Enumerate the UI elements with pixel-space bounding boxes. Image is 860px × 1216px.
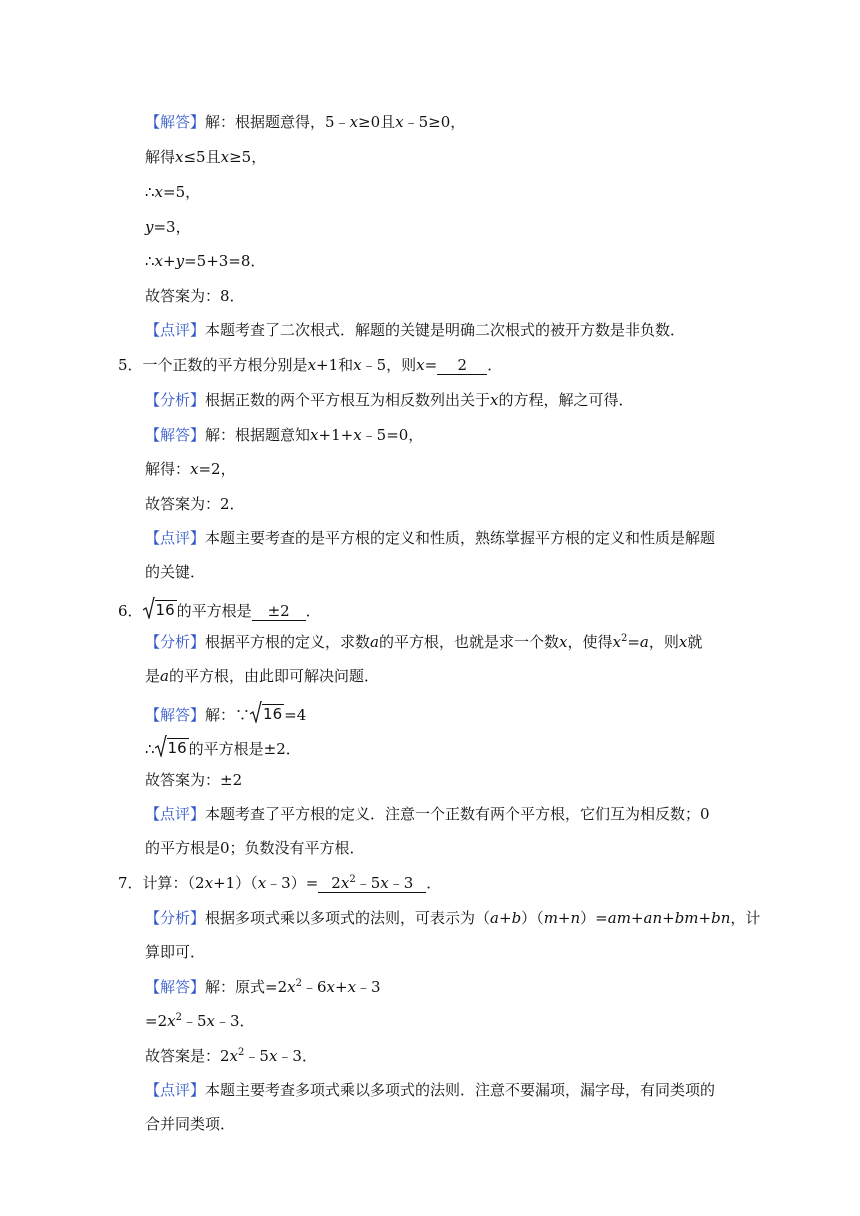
q5-comment-continued: 的关键．	[145, 563, 206, 581]
q4-answer-line: 故答案为：8．	[145, 287, 245, 305]
q4-solution-line-5: ∴x+y=5+3=8．	[145, 252, 266, 270]
answer-blank: $2x^2﹣5x﹣3$	[318, 874, 426, 893]
solution-tag: 【解答】	[145, 978, 206, 996]
answer-blank: 2	[437, 356, 487, 375]
question-number: 7．	[118, 874, 143, 892]
q6-solution-line-2: ∴ 16 的平方根是±2．	[145, 735, 301, 759]
q7-analysis-line-2: 算即可．	[145, 943, 206, 961]
solution-tag: 【解答】	[145, 706, 206, 724]
q7-answer-line: 故答案是：$2x^2﹣5x﹣3$．	[145, 1047, 317, 1065]
q7-solution-line-1: 【解答】解：原式$=2x^2﹣6x+x﹣3$	[145, 978, 381, 996]
q6-comment: 【点评】本题考查了平方根的定义．注意一个正数有两个平方根，它们互为相反数；0	[145, 805, 710, 823]
q5-solution-line-1: 【解答】解：根据题意知x+1+x﹣5=0，	[145, 426, 424, 444]
q6-stem: 6． 16 的平方根是 ±2 ．	[118, 597, 321, 621]
comment-tag: 【点评】	[145, 321, 206, 339]
comment-tag: 【点评】	[145, 805, 206, 823]
analysis-tag: 【分析】	[145, 909, 206, 927]
radical-sign-icon	[155, 735, 167, 757]
q4-solution-line-2: 解得x≤5且x≥5，	[145, 148, 267, 166]
sqrt-expression: 16	[250, 701, 284, 723]
q6-analysis-line-2: 是a的平方根，由此即可解决问题．	[145, 667, 379, 685]
solution-tag: 【解答】	[145, 113, 206, 131]
q5-solution-line-2: 解得：x=2，	[145, 460, 236, 478]
q5-comment: 【点评】本题主要考查的是平方根的定义和性质，熟练掌握平方根的定义和性质是解题	[145, 529, 716, 547]
q5-answer-line: 故答案为：2．	[145, 495, 245, 513]
q6-answer-line: 故答案为：±2	[145, 771, 243, 789]
q7-comment: 【点评】本题主要考查多项式乘以多项式的法则．注意不要漏项，漏字母，有同类项的	[145, 1081, 716, 1099]
q6-analysis-line-1: 【分析】根据平方根的定义，求数a的平方根，也就是求一个数x，使得$x^2=a$，则x就	[145, 633, 703, 651]
q7-stem: 7．计算：（2x+1）（x﹣3）= $2x^2﹣5x﹣3$ ．	[118, 874, 442, 892]
q4-solution-line-1: 【解答】解：根据题意得，5﹣x≥0且x﹣5≥0，	[145, 113, 466, 131]
question-number: 6．	[118, 602, 143, 620]
q7-solution-line-2: $=2x^2﹣5x﹣3$．	[145, 1012, 255, 1030]
q7-comment-continued: 合并同类项．	[145, 1115, 236, 1133]
sqrt-expression: 16	[155, 735, 189, 757]
q7-analysis-line-1: 【分析】根据多项式乘以多项式的法则，可表示为（a+b）（m+n）=am+an+bm+bn，计	[145, 909, 761, 927]
comment-tag: 【点评】	[145, 529, 206, 547]
solution-tag: 【解答】	[145, 426, 206, 444]
q6-solution-line-1: 【解答】解：∵ 16 =4	[145, 701, 306, 725]
sqrt-expression: 16	[143, 597, 177, 619]
radical-sign-icon	[143, 597, 155, 619]
answer-blank: ±2	[252, 602, 306, 621]
q6-comment-continued: 的平方根是0；负数没有平方根．	[145, 839, 365, 857]
q4-solution-line-3: ∴x=5，	[145, 183, 201, 201]
question-number: 5．	[118, 356, 143, 374]
q5-stem: 5．一个正数的平方根分别是x+1和x﹣5，则x= 2 ．	[118, 356, 503, 374]
q5-analysis: 【分析】根据正数的两个平方根互为相反数列出关于x的方程，解之可得．	[145, 391, 634, 409]
q4-solution-line-4: y=3，	[145, 218, 191, 236]
radical-sign-icon	[250, 701, 262, 723]
q4-comment: 【点评】本题考查了二次根式．解题的关键是明确二次根式的被开方数是非负数．	[145, 321, 686, 339]
analysis-tag: 【分析】	[145, 633, 206, 651]
comment-tag: 【点评】	[145, 1081, 206, 1099]
analysis-tag: 【分析】	[145, 391, 206, 409]
